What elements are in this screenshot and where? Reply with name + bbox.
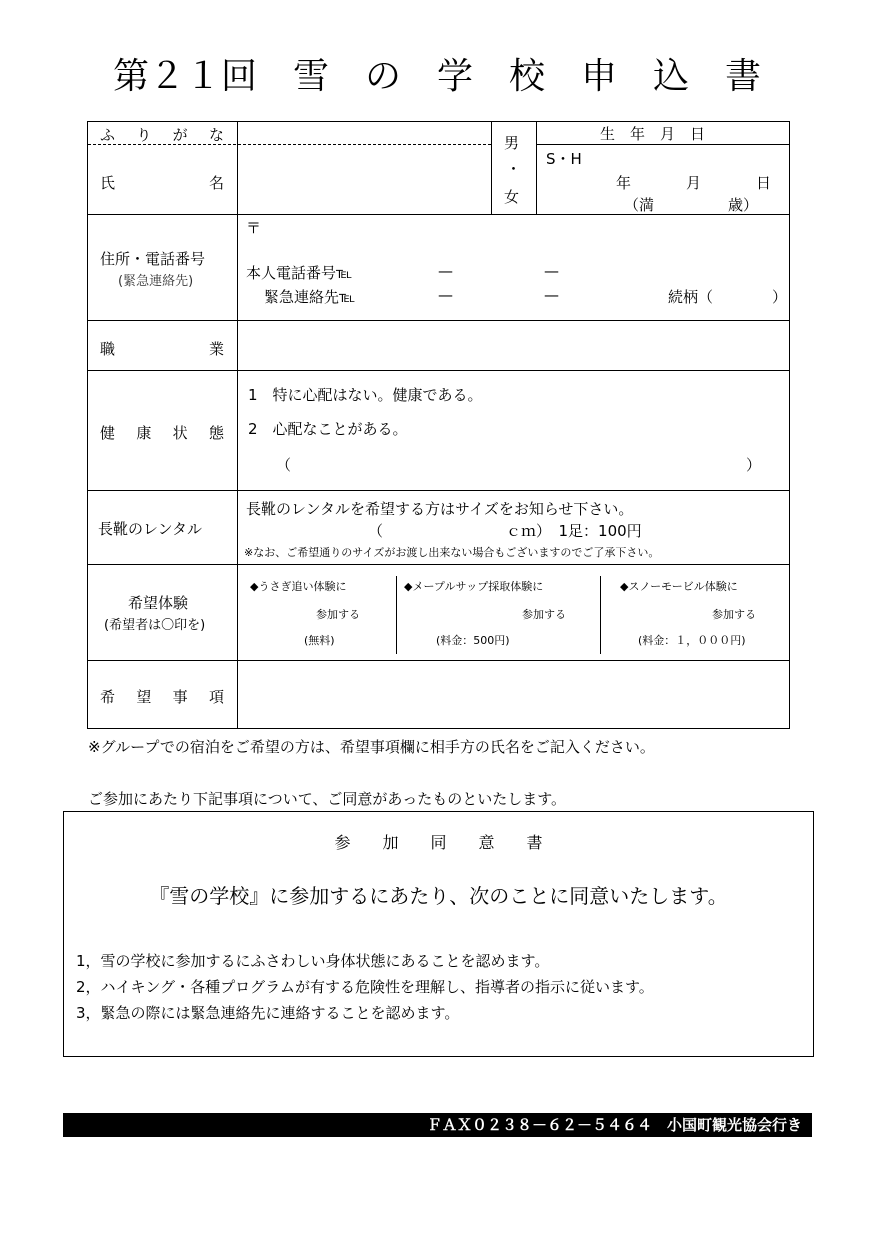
own-phone-label: 本人電話番号℡ <box>246 264 353 282</box>
consent-box <box>63 811 814 1057</box>
experience-sublabel: (希望者は〇印を) <box>104 618 206 633</box>
health-option-2[interactable]: 2 心配なことがある。 <box>248 420 408 438</box>
requests-label: 希 望 事 項 <box>100 688 224 706</box>
experience-divider <box>600 576 601 654</box>
page-title: 第２１回 雪 の 学 校 申 込 書 <box>112 56 761 97</box>
address-sublabel: (緊急連絡先) <box>118 274 194 289</box>
occupation-label: 職 業 <box>100 340 224 358</box>
health-label: 健 康 状 態 <box>100 424 224 442</box>
dash: — <box>438 262 453 280</box>
birth-header-divider <box>536 144 789 145</box>
boots-note: ※なお、ご希望通りのサイズがお渡し出来ない場合もございますのでご了承下さい。 <box>244 546 660 559</box>
experience-item-title[interactable]: ◆うさぎ追い体験に <box>250 580 347 593</box>
emergency-phone-label: 緊急連絡先℡ <box>264 288 356 306</box>
gender-left-divider <box>491 122 492 214</box>
name-field[interactable] <box>240 148 488 212</box>
gender-male[interactable]: 男 <box>504 134 520 152</box>
occupation-field[interactable] <box>240 322 786 368</box>
experience-item-fee: (料金：１，０００円) <box>638 634 746 647</box>
experience-item-title[interactable]: ◆スノーモービル体験に <box>620 580 738 593</box>
boots-paren-open: （ <box>368 522 384 540</box>
row-divider <box>88 214 789 215</box>
experience-item-sub: 参加する <box>712 608 756 621</box>
birth-year: 年 <box>616 174 632 192</box>
age-open: （満 <box>624 196 655 214</box>
experience-item-title[interactable]: ◆メープルサップ採取体験に <box>404 580 544 593</box>
name-label: 氏 名 <box>100 174 224 192</box>
row-divider <box>88 490 789 491</box>
birth-era: S・H <box>546 150 582 168</box>
health-paren-close: ） <box>746 456 762 474</box>
consent-lead: 『雪の学校』に参加するにあたり、次のことに同意いたします。 <box>149 884 728 908</box>
row-divider <box>88 660 789 661</box>
row-divider <box>88 320 789 321</box>
fax-footer: ＦＡＸ０２３８－６２－５４６４ 小国町観光協会行き <box>63 1113 812 1137</box>
furigana-field[interactable] <box>240 124 488 142</box>
experience-item-sub: 参加する <box>316 608 360 621</box>
experience-divider <box>396 576 397 654</box>
furigana-label: ふ り が な <box>100 126 224 144</box>
dash: — <box>544 286 559 304</box>
row-divider <box>88 564 789 565</box>
postal-mark: 〒 <box>246 219 262 237</box>
birth-header: 生 年 月 日 <box>600 125 706 143</box>
dash: — <box>438 286 453 304</box>
experience-label: 希望体験 <box>128 594 189 612</box>
consent-title: 参 加 同 意 書 <box>334 833 543 852</box>
label-column-divider <box>237 122 238 728</box>
application-form <box>87 121 790 729</box>
gender-female[interactable]: 女 <box>504 188 520 206</box>
row-divider <box>88 370 789 371</box>
experience-item-fee: (無料) <box>304 634 335 647</box>
gender-dot: ・ <box>506 160 522 178</box>
health-option-1[interactable]: 1 特に心配はない。健康である。 <box>248 386 483 404</box>
group-note: ※グループでの宿泊をご希望の方は、希望事項欄に相手方の氏名をご記入ください。 <box>88 738 655 756</box>
birth-day: 日 <box>756 174 772 192</box>
boots-label: 長靴のレンタル <box>98 520 203 538</box>
consent-item: 3，緊急の際には緊急連絡先に連絡することを認めます。 <box>76 1004 460 1022</box>
consent-item: 1，雪の学校に参加するにふさわしい身体状態にあることを認めます。 <box>76 952 550 970</box>
consent-intro: ご参加にあたり下記事項について、ご同意があったものといたします。 <box>88 790 567 808</box>
health-paren-open: （ <box>276 456 292 474</box>
requests-field[interactable] <box>240 662 786 726</box>
experience-item-fee: (料金：500円) <box>436 634 510 647</box>
boots-size-unit: ｃｍ） 1足：100円 <box>506 522 642 540</box>
experience-item-sub: 参加する <box>522 608 566 621</box>
address-label: 住所・電話番号 <box>100 250 206 268</box>
birth-month: 月 <box>686 174 702 192</box>
dash: — <box>544 262 559 280</box>
boots-line-1: 長靴のレンタルを希望する方はサイズをお知らせ下さい。 <box>246 500 634 518</box>
relation-label: 続柄（ <box>668 288 714 306</box>
age-close: 歳） <box>728 196 759 214</box>
consent-item: 2，ハイキング・各種プログラムが有する危険性を理解し、指導者の指示に従います。 <box>76 978 654 996</box>
gender-right-divider <box>536 122 537 214</box>
relation-close: ） <box>772 288 788 306</box>
